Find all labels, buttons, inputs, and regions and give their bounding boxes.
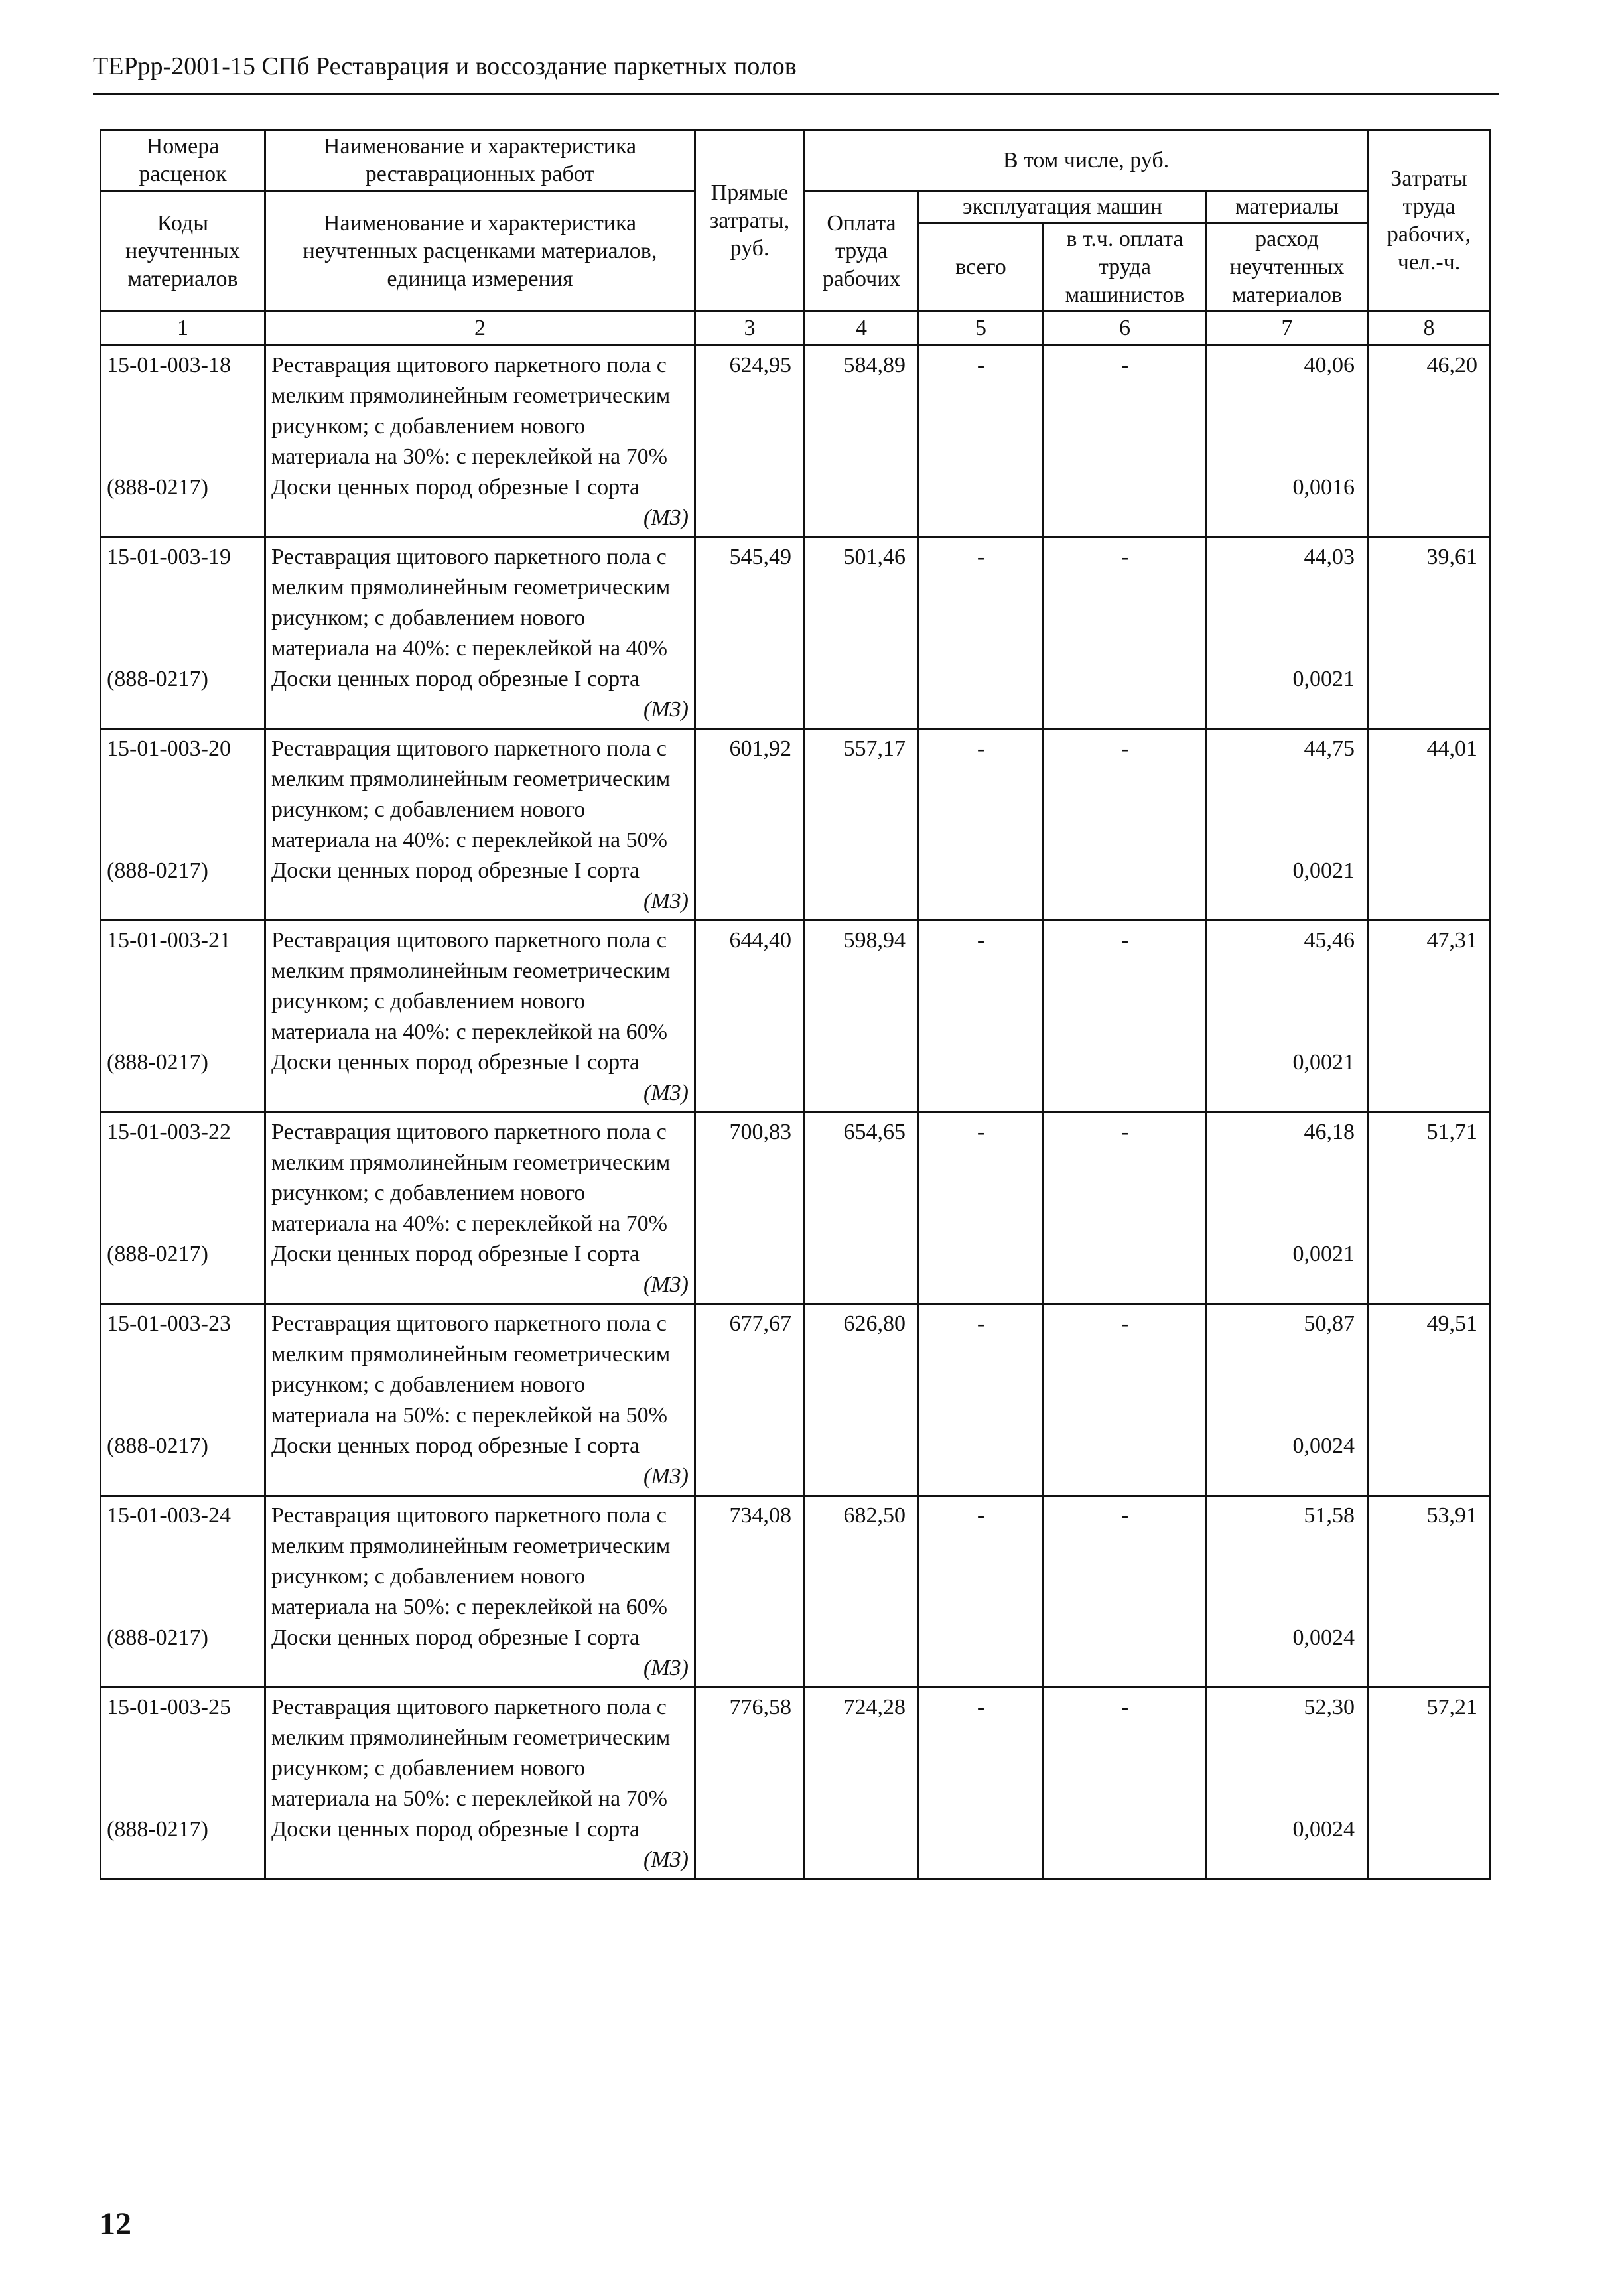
material-code: (888-0217) (101, 1814, 265, 1879)
labor-hours-empty (1368, 1814, 1491, 1879)
table-row (101, 1304, 1491, 1432)
machines-total: - (919, 1496, 1044, 1623)
material-unit: (М3) (643, 1081, 689, 1105)
labor-hours-empty (1368, 472, 1491, 537)
worker-pay-empty (805, 664, 919, 729)
page-header-title: ТЕРрр-2001-15 СПб Реставрация и воссоздание паркетных полов (93, 52, 797, 80)
material-unit: (М3) (643, 1464, 689, 1489)
machinist-pay: - (1044, 1496, 1207, 1623)
material-quantity: 0,0021 (1207, 1239, 1368, 1304)
header-including-group: В том числе, руб. (805, 131, 1368, 191)
direct-costs: 624,95 (695, 346, 805, 473)
header-unaccounted-materials: расход неучтенных материалов (1207, 224, 1368, 312)
direct-costs-empty (695, 1239, 805, 1304)
col-number-3: 3 (695, 312, 805, 346)
worker-pay: 724,28 (805, 1688, 919, 1815)
materials-cost: 52,30 (1207, 1688, 1368, 1815)
machinist-pay: - (1044, 1304, 1207, 1432)
direct-costs-empty (695, 1047, 805, 1112)
rate-code: 15-01-003-25 (101, 1688, 265, 1815)
labor-hours-empty (1368, 1431, 1491, 1496)
material-quantity: 0,0024 (1207, 1431, 1368, 1496)
direct-costs-empty (695, 856, 805, 921)
material-name: Доски ценных пород обрезные I сорта (271, 858, 640, 883)
materials-cost: 46,18 (1207, 1112, 1368, 1240)
material-unit: (М3) (643, 1847, 689, 1872)
direct-costs-empty (695, 1814, 805, 1879)
table-row (101, 1496, 1491, 1623)
table-header (101, 131, 1491, 346)
worker-pay-empty (805, 1239, 919, 1304)
material-row (101, 664, 1491, 729)
table-row (101, 346, 1491, 473)
table-row (101, 1112, 1491, 1240)
header-direct-costs: Прямые затраты, руб. (695, 131, 805, 312)
rates-table (100, 129, 1491, 1880)
rate-code: 15-01-003-21 (101, 921, 265, 1048)
header-col2-top: Наименование и характеристика реставрационных работ (265, 131, 695, 191)
machines-total: - (919, 729, 1044, 856)
machinist-pay: - (1044, 729, 1207, 856)
machines-total: - (919, 1688, 1044, 1815)
labor-hours: 57,21 (1368, 1688, 1491, 1815)
direct-costs-empty (695, 1431, 805, 1496)
material-code: (888-0217) (101, 664, 265, 729)
col-number-8: 8 (1368, 312, 1491, 346)
direct-costs: 644,40 (695, 921, 805, 1048)
material-cell (265, 1623, 695, 1688)
material-row (101, 1623, 1491, 1688)
header-materials: материалы (1207, 191, 1368, 224)
worker-pay-empty (805, 1431, 919, 1496)
direct-costs: 545,49 (695, 537, 805, 665)
work-description: Реставрация щитового паркетного пола с мелким прямолинейным геометрическим рисунком; с добавлением нового материала на 40%: с переклейкой на 60% (265, 921, 695, 1048)
table-row (101, 921, 1491, 1048)
col-number-6: 6 (1044, 312, 1207, 346)
labor-hours: 39,61 (1368, 537, 1491, 665)
materials-cost: 40,06 (1207, 346, 1368, 473)
work-description: Реставрация щитового паркетного пола с мелким прямолинейным геометрическим рисунком; с добавлением нового материала на 50%: с переклейкой на 60% (265, 1496, 695, 1623)
col-number-4: 4 (805, 312, 919, 346)
material-code: (888-0217) (101, 1623, 265, 1688)
labor-hours-empty (1368, 664, 1491, 729)
material-unit: (М3) (643, 889, 689, 913)
machines-total-empty (919, 1431, 1044, 1496)
material-name: Доски ценных пород обрезные I сорта (271, 1242, 640, 1266)
machinist-pay: - (1044, 1112, 1207, 1240)
header-machine-operation: эксплуатация машин (919, 191, 1207, 224)
worker-pay: 626,80 (805, 1304, 919, 1432)
material-code: (888-0217) (101, 856, 265, 921)
direct-costs-empty (695, 1623, 805, 1688)
worker-pay: 557,17 (805, 729, 919, 856)
worker-pay-empty (805, 1814, 919, 1879)
header-col1-top: Номера расценок (101, 131, 265, 191)
rate-code: 15-01-003-24 (101, 1496, 265, 1623)
work-description: Реставрация щитового паркетного пола с мелким прямолинейным геометрическим рисунком; с добавлением нового материала на 50%: с переклейкой на 70% (265, 1688, 695, 1815)
worker-pay-empty (805, 1623, 919, 1688)
materials-cost: 45,46 (1207, 921, 1368, 1048)
machines-total-empty (919, 1623, 1044, 1688)
machinist-pay: - (1044, 346, 1207, 473)
machines-total-empty (919, 472, 1044, 537)
material-code: (888-0217) (101, 1047, 265, 1112)
machines-total-empty (919, 664, 1044, 729)
material-unit: (М3) (643, 505, 689, 530)
work-description: Реставрация щитового паркетного пола с мелким прямолинейным геометрическим рисунком; с добавлением нового материала на 40%: с переклейкой на 70% (265, 1112, 695, 1240)
header-machinist-pay: в т.ч. оплата труда машинистов (1044, 224, 1207, 312)
machinist-pay-empty (1044, 1239, 1207, 1304)
header-worker-pay: Оплата труда рабочих (805, 191, 919, 312)
machines-total: - (919, 1112, 1044, 1240)
material-cell (265, 1431, 695, 1496)
labor-hours: 44,01 (1368, 729, 1491, 856)
material-unit: (М3) (643, 1272, 689, 1297)
direct-costs: 776,58 (695, 1688, 805, 1815)
direct-costs-empty (695, 664, 805, 729)
direct-costs: 677,67 (695, 1304, 805, 1432)
materials-cost: 51,58 (1207, 1496, 1368, 1623)
machines-total-empty (919, 1239, 1044, 1304)
labor-hours-empty (1368, 1047, 1491, 1112)
material-row (101, 856, 1491, 921)
machines-total: - (919, 921, 1044, 1048)
worker-pay: 654,65 (805, 1112, 919, 1240)
material-name: Доски ценных пород обрезные I сорта (271, 1625, 640, 1650)
machines-total: - (919, 346, 1044, 473)
rates-table-container (100, 129, 1489, 2159)
col-number-7: 7 (1207, 312, 1368, 346)
table-row (101, 537, 1491, 665)
material-quantity: 0,0021 (1207, 664, 1368, 729)
worker-pay: 501,46 (805, 537, 919, 665)
table-row (101, 1688, 1491, 1815)
work-description: Реставрация щитового паркетного пола с мелким прямолинейным геометрическим рисунком; с добавлением нового материала на 40%: с переклейкой на 40% (265, 537, 695, 665)
machinist-pay-empty (1044, 1431, 1207, 1496)
machinist-pay: - (1044, 537, 1207, 665)
material-code: (888-0217) (101, 472, 265, 537)
machinist-pay-empty (1044, 1814, 1207, 1879)
direct-costs: 734,08 (695, 1496, 805, 1623)
work-description: Реставрация щитового паркетного пола с мелким прямолинейным геометрическим рисунком; с добавлением нового материала на 30%: с переклейкой на 70% (265, 346, 695, 473)
rate-code: 15-01-003-18 (101, 346, 265, 473)
material-row (101, 1047, 1491, 1112)
material-row (101, 1239, 1491, 1304)
col-number-1: 1 (101, 312, 265, 346)
material-cell (265, 1814, 695, 1879)
material-quantity: 0,0021 (1207, 1047, 1368, 1112)
page-number: 12 (100, 2206, 131, 2242)
labor-hours-empty (1368, 1623, 1491, 1688)
direct-costs: 601,92 (695, 729, 805, 856)
labor-hours-empty (1368, 1239, 1491, 1304)
machinist-pay-empty (1044, 472, 1207, 537)
material-cell (265, 856, 695, 921)
worker-pay-empty (805, 856, 919, 921)
material-cell (265, 1047, 695, 1112)
material-quantity: 0,0024 (1207, 1623, 1368, 1688)
labor-hours-empty (1368, 856, 1491, 921)
labor-hours: 49,51 (1368, 1304, 1491, 1432)
machinist-pay-empty (1044, 1047, 1207, 1112)
machines-total: - (919, 537, 1044, 665)
material-unit: (М3) (643, 1656, 689, 1680)
work-description: Реставрация щитового паркетного пола с мелким прямолинейным геометрическим рисунком; с добавлением нового материала на 40%: с переклейкой на 50% (265, 729, 695, 856)
labor-hours: 53,91 (1368, 1496, 1491, 1623)
worker-pay-empty (805, 1047, 919, 1112)
header-col2-bottom: Наименование и характеристика неучтенных расценками материалов, единица измерения (265, 191, 695, 312)
material-name: Доски ценных пород обрезные I сорта (271, 1434, 640, 1458)
material-unit: (М3) (643, 697, 689, 722)
material-cell (265, 1239, 695, 1304)
material-row (101, 1814, 1491, 1879)
col-number-2: 2 (265, 312, 695, 346)
rate-code: 15-01-003-19 (101, 537, 265, 665)
machinist-pay-empty (1044, 856, 1207, 921)
material-quantity: 0,0016 (1207, 472, 1368, 537)
col-number-5: 5 (919, 312, 1044, 346)
worker-pay: 598,94 (805, 921, 919, 1048)
material-code: (888-0217) (101, 1239, 265, 1304)
material-quantity: 0,0021 (1207, 856, 1368, 921)
header-machines-total: всего (919, 224, 1044, 312)
material-cell (265, 472, 695, 537)
work-description: Реставрация щитового паркетного пола с мелким прямолинейным геометрическим рисунком; с добавлением нового материала на 50%: с переклейкой на 50% (265, 1304, 695, 1432)
machines-total: - (919, 1304, 1044, 1432)
labor-hours: 46,20 (1368, 346, 1491, 473)
worker-pay: 682,50 (805, 1496, 919, 1623)
machinist-pay: - (1044, 921, 1207, 1048)
material-name: Доски ценных пород обрезные I сорта (271, 1817, 640, 1842)
direct-costs: 700,83 (695, 1112, 805, 1240)
labor-hours: 47,31 (1368, 921, 1491, 1048)
material-row (101, 472, 1491, 537)
table-row (101, 729, 1491, 856)
header-rule (93, 93, 1499, 95)
header-labor-hours: Затраты труда рабочих, чел.-ч. (1368, 131, 1491, 312)
materials-cost: 44,75 (1207, 729, 1368, 856)
worker-pay-empty (805, 472, 919, 537)
worker-pay: 584,89 (805, 346, 919, 473)
material-quantity: 0,0024 (1207, 1814, 1368, 1879)
materials-cost: 44,03 (1207, 537, 1368, 665)
machines-total-empty (919, 1047, 1044, 1112)
material-cell (265, 664, 695, 729)
material-name: Доски ценных пород обрезные I сорта (271, 667, 640, 691)
rate-code: 15-01-003-22 (101, 1112, 265, 1240)
material-name: Доски ценных пород обрезные I сорта (271, 475, 640, 500)
header-col1-bottom: Коды неучтенных материалов (101, 191, 265, 312)
labor-hours: 51,71 (1368, 1112, 1491, 1240)
rate-code: 15-01-003-20 (101, 729, 265, 856)
material-row (101, 1431, 1491, 1496)
direct-costs-empty (695, 472, 805, 537)
machinist-pay-empty (1044, 1623, 1207, 1688)
material-name: Доски ценных пород обрезные I сорта (271, 1050, 640, 1075)
rate-code: 15-01-003-23 (101, 1304, 265, 1432)
table-body (101, 346, 1491, 1879)
material-code: (888-0217) (101, 1431, 265, 1496)
machinist-pay-empty (1044, 664, 1207, 729)
machinist-pay: - (1044, 1688, 1207, 1815)
machines-total-empty (919, 1814, 1044, 1879)
machines-total-empty (919, 856, 1044, 921)
materials-cost: 50,87 (1207, 1304, 1368, 1432)
